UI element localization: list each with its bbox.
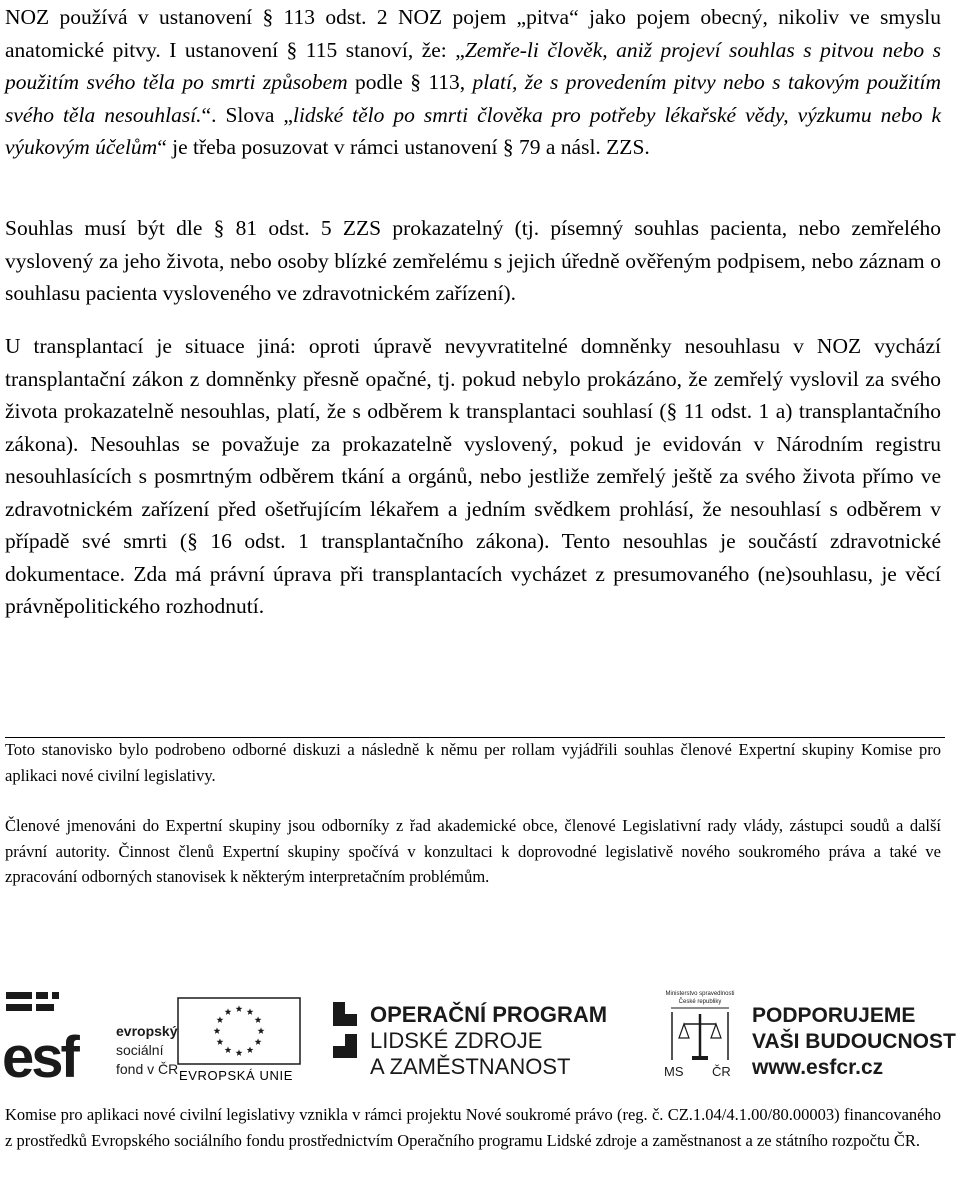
paragraph-noz-pitva — [5, 1, 941, 164]
esf-mark: esf — [2, 1025, 77, 1085]
esf-line-2: sociální — [116, 1042, 164, 1058]
eu-flag-logo — [178, 998, 300, 1083]
slogan-line-2: VAŠI BUDOUCNOST — [752, 1030, 956, 1053]
text-run: “. Slova „ — [201, 102, 293, 127]
eu-star — [236, 1049, 243, 1056]
eu-star — [214, 1027, 221, 1034]
ms-top-2: České republiky — [678, 999, 722, 1005]
esfcr-slogan — [751, 1004, 956, 1079]
note-clenove: Členové jmenováni do Expertní skupiny jsou odborníky z řad akademické obce, členové Legislativní rady vlády, zástupci soudů a další právní autority. Činnost členů Expertní skupiny spočívá v konzultaci k doprovodné legislativě nového soukromého práva a také ve zpracování odborných stanovisek k některým interpretačním problémům. — [5, 816, 941, 886]
eu-star — [217, 1038, 224, 1045]
eu-star — [225, 1008, 232, 1015]
footer-project-note: Komise pro aplikaci nové civilní legislativy vznikla v rámci projektu Nové soukromé právo (reg. č. CZ.1.04/4.1.00/80.00003) financovaného z prostředků Evropského sociálního fondu prostřednictvím Operačního programu Lidské zdroje a zaměstnanost a ze státního rozpočtu ČR. — [5, 1105, 941, 1150]
eu-star — [258, 1027, 265, 1034]
text-run: NOZ používá v ustanovení § 113 odst. 2 NOZ pojem „pitva“ jako pojem obecný, nikoliv ve smyslu anatomické pitvy. I ustanovení § 115 stanoví, že: „ — [5, 5, 941, 62]
esf-line-3: fond v ČR — [116, 1061, 179, 1077]
quote-italic: lidské tělo po smrti člověka pro potřeby lékařské vědy, výzkumu nebo k výukovým účelům — [5, 102, 941, 159]
op-line-1: OPERAČNÍ PROGRAM — [370, 1002, 608, 1027]
ms-top-1: Ministerstvo spravedlnosti — [665, 991, 735, 997]
eu-star — [217, 1016, 224, 1023]
text-run: “ je třeba posuzovat v rámci ustanovení § 79 a násl. ZZS. — [157, 135, 650, 159]
ms-left: MS — [664, 1064, 684, 1079]
note-stanovisko: Toto stanovisko bylo podrobeno odborné diskuzi a následně k němu per rollam vyjádřili souhlas členové Expertní skupiny Komise pro aplikaci nové civilní legislativy. — [5, 740, 941, 785]
eu-stars — [214, 1005, 265, 1056]
eu-star — [247, 1046, 254, 1053]
op-line-2: LIDSKÉ ZDROJE — [370, 1028, 543, 1053]
eu-star — [247, 1008, 254, 1015]
eu-star — [255, 1016, 262, 1023]
ms-right: ČR — [712, 1064, 731, 1079]
eu-star — [255, 1038, 262, 1045]
ms-cr-logo — [664, 991, 735, 1079]
logo-strip — [0, 980, 960, 1085]
eu-star — [236, 1005, 243, 1012]
op-lzz-logo — [333, 1002, 607, 1079]
paragraph-souhlas: Souhlas musí být dle § 81 odst. 5 ZZS prokazatelný (tj. písemný souhlas pacienta, nebo zemřelého vyslovený za jeho života, nebo osoby blízké zemřelému s jejich úředně ověřeným podpisem, nebo záznam o souhlasu pacienta vysloveného ve zdravotnickém zařízení). — [5, 216, 941, 305]
eu-caption: EVROPSKÁ UNIE — [179, 1068, 293, 1083]
slogan-line-1: PODPORUJEME — [752, 1004, 916, 1027]
op-line-3: A ZAMĚSTNANOST — [370, 1054, 571, 1079]
esf-logo — [2, 992, 178, 1085]
esf-line-1: evropský — [116, 1023, 178, 1039]
eu-star — [225, 1046, 232, 1053]
text-run: podle § 113, — [347, 70, 473, 94]
slogan-url: www.esfcr.cz — [752, 1056, 884, 1079]
quote-italic: Zemře-li člověk, aniž projeví souhlas s pitvou nebo s použitím svého těla po smrti způsobem — [5, 37, 941, 94]
quote-italic: platí, že s provedením pitvy nebo s takovým použitím svého těla nesouhlasí. — [5, 70, 941, 127]
paragraph-transplantace: U transplantací je situace jiná: oproti úpravě nevyvratitelné domněnky nesouhlasu v NOZ vychází transplantační zákon z domněnky přesně opačné, tj. pokud nebylo prokázáno, že zemřelý vyslovil za svého života prokazatelně nesouhlas, platí, že s odběrem k transplantaci souhlasí (§ 11 odst. 1 a) transplantačního zákona). Nesouhlas se považuje za prokazatelně vyslovený, pokud je evidován v Národním registru nesouhlasících s posmrtným odběrem tkání a orgánů, nebo jestliže zemřelý ještě za svého života přímo ve zdravotnickém zařízení před ošetřujícím lékařem a jedním svědkem prohlásí, že nesouhlasí s odběrem v případě své smrti (§ 16 odst. 1 transplantačního zákona). Tento nesouhlas je součástí zdravotnické dokumentace. Zda má právní úprava při transplantacích vycházet z presumovaného (ne)souhlasu, je věcí právněpolitického rozhodnutí. — [5, 334, 941, 618]
